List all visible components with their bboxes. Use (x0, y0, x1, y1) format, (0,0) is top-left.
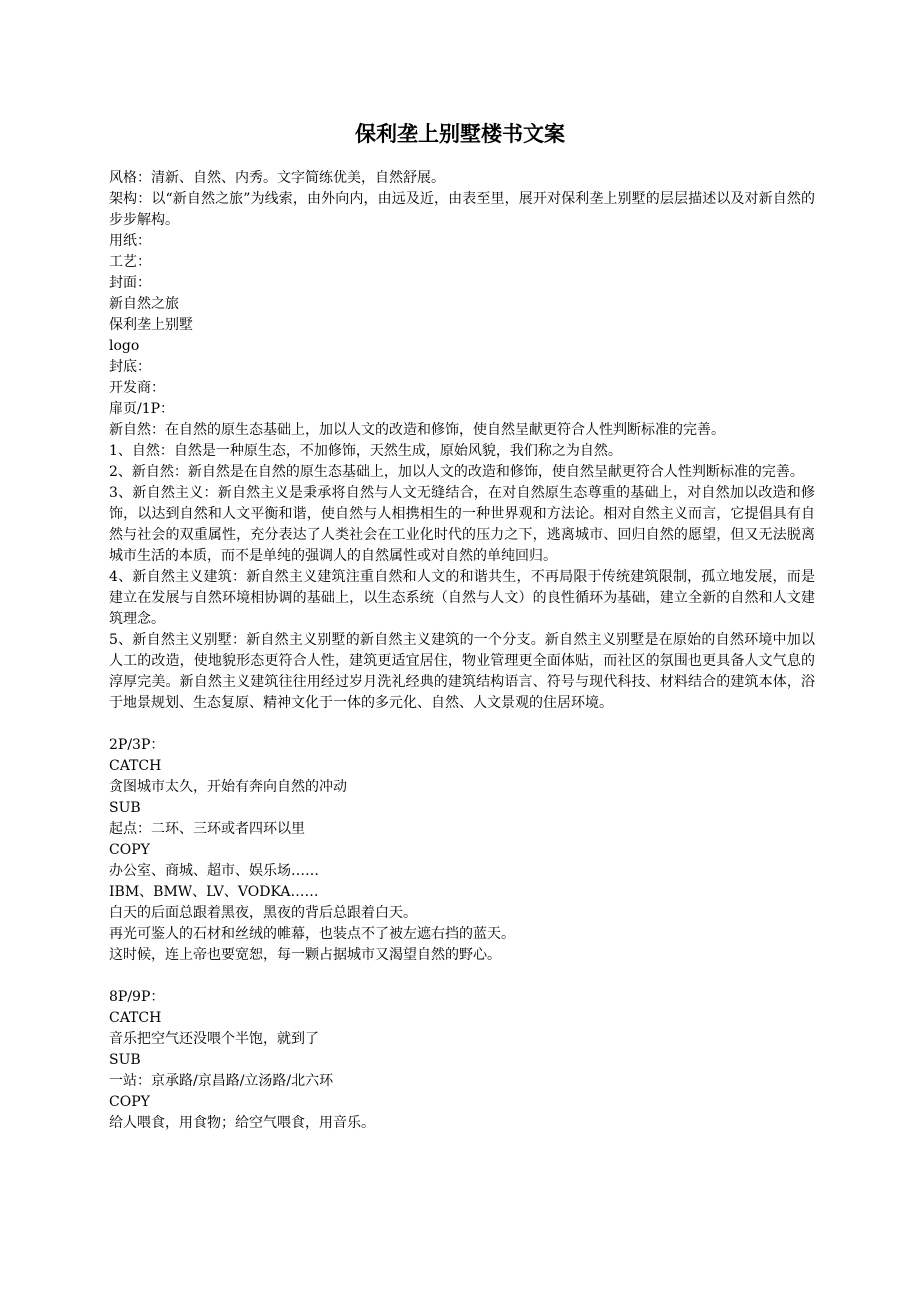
paragraph-item-5: 5、新自然主义别墅：新自然主义别墅的新自然主义建筑的一个分支。新自然主义别墅是在原始的自然环境中加以人工的改造，使地貌形态更符合人性，建筑更适宜居住，物业管理更全面体贴，而社区的氛围也更具备人文气息的淳厚完美。新自然主义建筑往往用经过岁月洗礼经典的建筑结构语言、符号与现代科技、材料结合的建筑本体，浴于地景规划、生态复原、精神文化于一体的多元化、自然、人文景观的住居环境。 (109, 632, 815, 711)
paragraph-style: 风格：清新、自然、内秀。文字简练优美，自然舒展。 (109, 170, 445, 186)
line-title-page: 扉页/1P： (109, 401, 175, 417)
paragraph-item-2: 2、新自然：新自然是在自然的原生态基础上，加以人文的改造和修饰，使自然呈献更符合人性判断标准的完善。 (109, 464, 804, 480)
line-copy-2: IBM、BMW、LV、VODKA…… (109, 884, 319, 900)
document-body (109, 168, 815, 1134)
blank-line (109, 966, 815, 987)
line-sub-text: 起点：二环、三环或者四环以里 (109, 821, 305, 837)
line-developer: 开发商： (109, 380, 165, 396)
paragraph-item-3: 3、新自然主义：新自然主义是秉承将自然与人文无缝结合，在对自然原生态尊重的基础上，对自然加以改造和修饰，以达到自然和人文平衡和谐，使自然与人相携相生的一种世界观和方法论。相对自然主义而言，它提倡具有自然与社会的双重属性，充分表达了人类社会在工业化时代的压力之下，逃离城市、回归自然的愿望，但又无法脱离城市生活的本质，而不是单纯的强调人的自然属性或对自然的单纯回归。 (109, 485, 815, 564)
line-catch-label: CATCH (109, 1010, 162, 1026)
line-catch-text: 贪图城市太久，开始有奔向自然的冲动 (109, 779, 347, 795)
line-copy-label: COPY (109, 842, 150, 858)
line-craft: 工艺： (109, 254, 151, 270)
document-title: 保利垄上别墅楼书文案 (355, 122, 565, 146)
line-paper: 用纸： (109, 233, 151, 249)
line-catch-label: CATCH (109, 758, 162, 774)
blank-line (109, 714, 815, 735)
paragraph-structure: 架构：以“新自然之旅”为线索，由外向内，由远及近，由表至里，展开对保利垄上别墅的层层描述以及对新自然的步步解构。 (109, 191, 815, 228)
line-spread-2-3: 2P/3P： (109, 737, 165, 753)
paragraph-new-nature: 新自然：在自然的原生态基础上，加以人文的改造和修饰，使自然呈献更符合人性判断标准的完善。 (109, 422, 725, 438)
line-sub-label: SUB (109, 1052, 141, 1068)
line-copy-1: 办公室、商城、超市、娱乐场…… (109, 863, 319, 879)
line-spread-8-9: 8P/9P： (109, 989, 165, 1005)
line-sub-text: 一站：京承路/京昌路/立汤路/北六环 (109, 1073, 334, 1089)
line-back-cover: 封底： (109, 359, 151, 375)
line-copy-5: 这时候，连上帝也要宽恕，每一颗占据城市又渴望自然的野心。 (109, 947, 501, 963)
line-cover-logo: logo (109, 338, 140, 354)
line-copy-3: 白天的后面总跟着黑夜，黑夜的背后总跟着白天。 (109, 905, 417, 921)
paragraph-item-4: 4、新自然主义建筑：新自然主义建筑注重自然和人文的和谐共生，不再局限于传统建筑限制，孤立地发展，而是建立在发展与自然环境相协调的基础上，以生态系统（自然与人文）的良性循环为基础，建立全新的自然和人文建筑理念。 (109, 569, 815, 627)
line-copy-1: 给人喂食，用食物；给空气喂食，用音乐。 (109, 1115, 375, 1131)
line-sub-label: SUB (109, 800, 141, 816)
line-copy-4: 再光可鉴人的石材和丝绒的帷幕，也装点不了被左遮右挡的蓝天。 (109, 926, 515, 942)
paragraph-item-1: 1、自然：自然是一种原生态，不加修饰，天然生成，原始风貌，我们称之为自然。 (109, 443, 622, 459)
line-cover-title: 新自然之旅 (109, 296, 179, 312)
line-cover: 封面： (109, 275, 151, 291)
line-copy-label: COPY (109, 1094, 150, 1110)
line-catch-text: 音乐把空气还没喂个半饱，就到了 (109, 1031, 319, 1047)
line-cover-project: 保利垄上别墅 (109, 317, 193, 333)
